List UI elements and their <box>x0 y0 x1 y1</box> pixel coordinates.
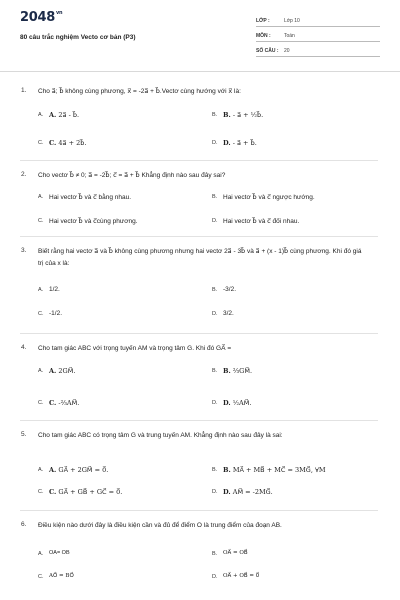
meta-value: Toán <box>284 33 295 39</box>
option-letter: B. <box>212 112 218 118</box>
option-label: C. <box>49 139 57 147</box>
question-1 <box>0 76 400 164</box>
option-formula: -⅔AM⃗. <box>58 399 80 407</box>
meta-row-count <box>256 42 380 57</box>
option-text: -1/2. <box>49 310 63 317</box>
question-4 <box>0 333 400 419</box>
option-letter: A. <box>38 467 44 473</box>
option-formula: ⅔GM⃗. <box>232 367 253 375</box>
question-text: Biết rằng hai vectơ a⃗ và b⃗ không cùng phương nhưng hai vectơ 2a⃗ - 3b⃗ và a⃗ + (x - 1)b⃗ cùng phương. Khi đó giá trị của x là: <box>38 248 362 267</box>
option-letter: D. <box>212 574 218 580</box>
option-label: C. <box>49 399 57 407</box>
option-letter: A. <box>38 287 44 293</box>
meta-key: MÔN : <box>256 33 271 39</box>
document-title: 80 câu trắc nghiệm Vecto cơ bản (P3) <box>20 34 136 41</box>
question-5 <box>0 420 400 510</box>
option-letter: B. <box>212 467 218 473</box>
meta-key: LỚP : <box>256 18 270 24</box>
option-letter: C. <box>38 574 44 580</box>
option-text <box>49 488 122 496</box>
option-text <box>49 139 86 147</box>
question-number: 1. <box>21 87 27 94</box>
option-text <box>49 466 108 474</box>
option-formula: GA⃗ + GB⃗ + GC⃗ = 0⃗. <box>58 488 123 496</box>
option-text: OA⃗ = OB⃗ <box>223 550 248 556</box>
meta-value: Lớp 10 <box>284 18 300 24</box>
divider <box>20 160 378 161</box>
option-letter: A. <box>38 368 44 374</box>
divider <box>20 236 378 237</box>
question-number: 3. <box>21 247 27 254</box>
option-letter: C. <box>38 311 44 317</box>
question-number: 5. <box>21 431 27 438</box>
question-text: Cho a⃗; b⃗ không cùng phương, x⃗ = -2a⃗ + b⃗.Vectơ cùng hướng với x⃗ là: <box>38 88 241 95</box>
document-meta <box>256 12 380 57</box>
meta-row-subject <box>256 27 380 42</box>
option-text: Hai vectơ b⃗ và c⃗ bằng nhau. <box>49 194 132 201</box>
option-text: OA= OB <box>49 550 70 556</box>
divider <box>20 510 378 511</box>
option-letter: A. <box>38 551 44 557</box>
option-text: 1/2. <box>49 286 60 293</box>
option-text <box>223 466 326 474</box>
option-text: OA⃗ + OB⃗ = 0⃗ <box>223 573 260 579</box>
meta-key: SỐ CÂU : <box>256 48 279 54</box>
meta-value: 20 <box>284 48 290 54</box>
option-letter: C. <box>38 489 44 495</box>
option-text <box>49 367 75 375</box>
option-text: Hai vectơ b⃗ và c⃗ ngược hướng. <box>223 194 315 201</box>
option-label: A. <box>49 111 57 119</box>
logo-suffix: vn <box>55 10 63 16</box>
option-formula: 2a⃗ - b⃗. <box>58 111 80 119</box>
option-text <box>49 111 79 119</box>
option-text: Hai vectơ b⃗ và c⃗cùng phương. <box>49 218 138 225</box>
divider <box>20 333 378 334</box>
document-header <box>0 0 400 72</box>
question-number: 6. <box>21 521 27 528</box>
question-text: Cho vectơ b⃗ ≠ 0; a⃗ = -2b⃗; c⃗ = a⃗ + b⃗ Khẳng định nào sau đây sai? <box>38 172 226 179</box>
question-text: Cho tam giác ABC với trọng tuyến AM và trọng tâm G. Khi đó GA⃗ = <box>38 345 232 352</box>
option-label: C. <box>49 488 57 496</box>
option-formula: 4a⃗ + 2b⃗. <box>58 139 87 147</box>
option-formula: AM⃗ = -2MG⃗. <box>232 488 273 496</box>
option-label: D. <box>223 399 231 407</box>
question-number: 4. <box>21 344 27 351</box>
option-letter: D. <box>212 400 218 406</box>
option-letter: D. <box>212 311 218 317</box>
option-text <box>49 399 79 407</box>
option-letter: B. <box>212 551 218 557</box>
option-letter: D. <box>212 140 218 146</box>
option-text <box>223 367 252 375</box>
question-6 <box>0 510 400 600</box>
option-letter: B. <box>212 368 218 374</box>
logo-text: 2048 <box>20 10 55 25</box>
option-letter: D. <box>212 218 218 224</box>
option-text: -3/2. <box>223 286 237 293</box>
question-2 <box>0 160 400 236</box>
question-text: Điều kiện nào dưới đây là điều kiện cần và đủ để điểm O là trung điểm của đoạn AB. <box>38 522 282 529</box>
option-formula: - a⃗ + ½b⃗. <box>232 111 264 119</box>
option-letter: A. <box>38 112 44 118</box>
option-text <box>223 399 251 407</box>
option-formula: 2GM⃗. <box>58 367 76 375</box>
option-text: AO⃗ = BO⃗ <box>49 573 74 579</box>
option-formula: GA⃗ + 2GM⃗ = 0⃗. <box>58 466 109 474</box>
option-letter: C. <box>38 140 44 146</box>
option-label: B. <box>223 367 231 375</box>
divider <box>20 420 378 421</box>
option-text <box>223 488 273 496</box>
meta-row-class <box>256 12 380 27</box>
option-label: A. <box>49 367 57 375</box>
option-label: A. <box>49 466 57 474</box>
option-label: B. <box>223 466 231 474</box>
option-label: D. <box>223 488 231 496</box>
option-text <box>223 111 263 119</box>
option-text: 3/2. <box>223 310 234 317</box>
question-text: Cho tam giác ABC có trọng tâm G và trung tuyến AM. Khẳng định nào sau đây là sai: <box>38 432 283 439</box>
option-letter: B. <box>212 194 218 200</box>
option-formula: - a⃗ + b⃗. <box>232 139 257 147</box>
option-letter: D. <box>212 489 218 495</box>
question-3 <box>0 236 400 332</box>
option-letter: C. <box>38 218 44 224</box>
option-formula: MA⃗ + MB⃗ + MC⃗ = 3MG⃗, ∀M <box>232 466 326 474</box>
site-logo[interactable] <box>20 10 62 25</box>
question-number: 2. <box>21 171 27 178</box>
header-divider <box>0 71 400 72</box>
option-formula: ½AM⃗. <box>232 399 252 407</box>
option-letter: C. <box>38 400 44 406</box>
option-text <box>223 139 257 147</box>
option-letter: A. <box>38 194 44 200</box>
option-label: B. <box>223 111 231 119</box>
option-letter: B. <box>212 287 218 293</box>
option-label: D. <box>223 139 231 147</box>
option-text: Hai vectơ b⃗ và c⃗ đối nhau. <box>223 218 300 225</box>
